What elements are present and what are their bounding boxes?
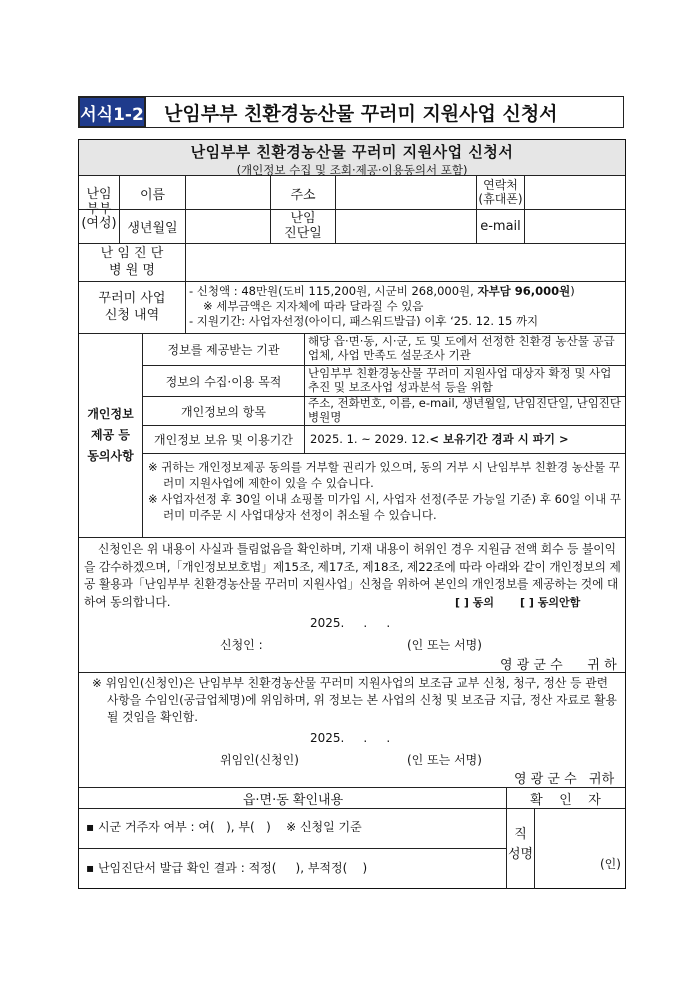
privacy-row-key: 정보를 제공받는 기관 xyxy=(167,343,280,357)
diagnosis-date-label-line2: 진단일 xyxy=(284,225,322,241)
diagnosis-date-field[interactable] xyxy=(336,210,476,243)
contact-label xyxy=(477,177,524,209)
consent-recipient: 영 광 군 수 귀 하 xyxy=(500,658,617,673)
privacy-consent-label-line2: 제공 등 xyxy=(91,428,130,442)
support-period: - 지원기간: 사업자선정(아이디, 패스워드발급) 이후 ‘25. 12. 15 까지 xyxy=(189,313,539,328)
delegation-date[interactable]: 2025. . . xyxy=(310,731,391,745)
applicant-group-label xyxy=(79,178,119,242)
applicant-signature-hint[interactable]: (인 또는 서명) xyxy=(407,638,482,652)
privacy-consent-label-line3: 동의사항 xyxy=(87,449,134,463)
disagree-checkbox[interactable]: [ ] 동의안함 xyxy=(520,596,581,609)
hospital-label xyxy=(79,244,185,281)
address-field[interactable] xyxy=(336,177,476,209)
name-field[interactable] xyxy=(186,177,270,209)
retention-key: 개인정보 보유 및 이용기간 xyxy=(154,433,293,447)
form-subtitle: (개인정보 수집 및 조회·제공·이용동의서 포함) xyxy=(236,163,468,177)
privacy-consent-label-line1: 개인정보 xyxy=(87,407,134,421)
privacy-notes xyxy=(148,460,622,523)
delegator-signature-hint[interactable]: (인 또는 서명) xyxy=(407,753,482,767)
verifier-position-label-line1: 직 xyxy=(514,827,527,842)
verifier-header: 확 인 자 xyxy=(530,792,601,808)
amount-suffix: ) xyxy=(570,284,575,298)
document-title: 난임부부 친환경농산물 꾸러미 지원사업 신청서 xyxy=(164,102,558,125)
delegation-recipient: 영 광 군 수 귀하 xyxy=(514,772,615,787)
privacy-row-value: 주소, 전화번호, 이름, e-mail, 생년월일, 난임진단일, 난임진단병원명 xyxy=(308,396,622,424)
privacy-row-value: 해당 읍·면·동, 시·군, 도 및 도에서 선정한 친환경 농산물 공급업체, 사업 만족도 설문조사 기관 xyxy=(308,334,615,363)
privacy-row-value: 난임부부 친환경농산물 꾸러미 지원사업 대상자 확정 및 사업 추진 및 보조사업 성과분석 등을 위함 xyxy=(308,366,612,394)
amount-note: ※ 세부금액은 지자체에 따라 달라질 수 있음 xyxy=(203,298,424,313)
verifier-position-label xyxy=(507,825,534,865)
consent-date[interactable]: 2025. . . xyxy=(310,616,391,630)
privacy-row-key: 개인정보의 항목 xyxy=(181,404,266,419)
contact-label-line2: (휴대폰) xyxy=(478,192,523,206)
birth-field[interactable] xyxy=(186,210,270,243)
diagnosis-date-label xyxy=(271,210,335,243)
package-details-label-line1: 꾸러미 사업 xyxy=(98,291,166,307)
privacy-consent-label xyxy=(79,334,142,537)
verification-header: 읍·면·동 확인내용 xyxy=(242,792,344,808)
applicant-group-label-line1: 난임 xyxy=(86,186,112,202)
form-title: 난임부부 친환경농산물 꾸러미 지원사업 신청서 xyxy=(190,143,514,161)
applicant-group-label-line2: 부부 xyxy=(86,201,112,217)
form-number-badge: 서식1-2 xyxy=(78,96,146,128)
privacy-note: ※ 귀하는 개인정보제공 동의를 거부할 권리가 있으며, 동의 거부 시 난임부부 친환경 농산물 꾸러미 지원사업에 제한이 있을 수 있습니다. xyxy=(148,460,620,490)
hospital-label-line2: 병 원 명 xyxy=(109,262,155,278)
amount-text: - 신청액 : 48만원(도비 115,200원, 시군비 268,000원, xyxy=(189,284,478,298)
delegator-signer-label: 위임인(신청인) xyxy=(220,753,299,767)
hospital-field[interactable] xyxy=(186,244,624,281)
diagnosis-check[interactable]: ▪ 난임진단서 발급 확인 결과 : 적정( ), 부적정( ) xyxy=(86,861,368,875)
hospital-label-line1: 난 임 진 단 xyxy=(100,246,164,262)
contact-field[interactable] xyxy=(525,177,624,209)
package-details-label xyxy=(79,282,185,333)
retention-value xyxy=(310,426,624,453)
package-details xyxy=(189,284,623,329)
verifier-field[interactable] xyxy=(535,809,624,889)
applicant-signer-label: 신청인 : xyxy=(220,638,263,652)
consent-statement: 신청인은 위 내용이 사실과 틀림없음을 확인하며, 기재 내용이 허위인 경우 지원금 전액 회수 등 불이익을 감수하겠으며,「개인정보보호법」제15조, 제17조, 제18조, 제22조에 따라 아래와 같이 개인정보의 제공 활용과「난임부부 친환경농산물 꾸러미 지원사업」신청을 위하여 본인의 개인정보를 제공하는 것에 대하여 동의합니다. xyxy=(84,542,621,610)
diagnosis-date-label-line1: 난임 xyxy=(290,210,316,226)
privacy-note: ※ 사업자선정 후 30일 이내 쇼핑몰 미가입 시, 사업자 선정(주문 가능일 기준) 후 60일 이내 꾸러미 미주문 시 사업대상자 선정이 취소될 수 있습니다. xyxy=(148,491,621,522)
retention-period: 2025. 1. ~ 2029. 12. xyxy=(310,432,430,447)
name-label: 이름 xyxy=(139,187,166,203)
birth-label: 생년월일 xyxy=(127,221,178,236)
form-title-band xyxy=(79,140,625,176)
application-amount xyxy=(189,284,623,299)
retention-disposal-note: < 보유기간 경과 시 파기 > xyxy=(429,432,569,447)
contact-label-line1: 연락처 xyxy=(483,178,518,193)
email-field[interactable] xyxy=(525,210,624,243)
agree-checkbox[interactable]: [ ] 동의 xyxy=(455,596,494,609)
delegation-statement: ※ 위임인(신청인)은 난임부부 친환경농산물 꾸러미 지원사업의 보조금 교부 신청, 청구, 정산 등 관련 사항을 수임인(공급업체명)에 위임하며, 위 정보는 본 사업의 신청 및 보조금 지급, 정산 자료로 활용될 것임을 확인함. xyxy=(92,676,617,725)
self-pay-amount: 자부담 96,000원 xyxy=(477,284,571,298)
address-label: 주소 xyxy=(290,187,316,203)
email-label: e-mail xyxy=(480,219,521,234)
package-details-label-line2: 신청 내역 xyxy=(104,307,160,323)
verifier-position-label-line2: 성명 xyxy=(507,847,534,863)
privacy-row-key: 정보의 수집·이용 목적 xyxy=(165,374,282,389)
residency-check[interactable]: ▪ 시군 거주자 여부 : 여( ), 부( ) ※ 신청일 기준 xyxy=(86,820,362,834)
applicant-group-label-line3: (여성) xyxy=(81,216,117,232)
verifier-seal-hint: (인) xyxy=(600,857,621,871)
